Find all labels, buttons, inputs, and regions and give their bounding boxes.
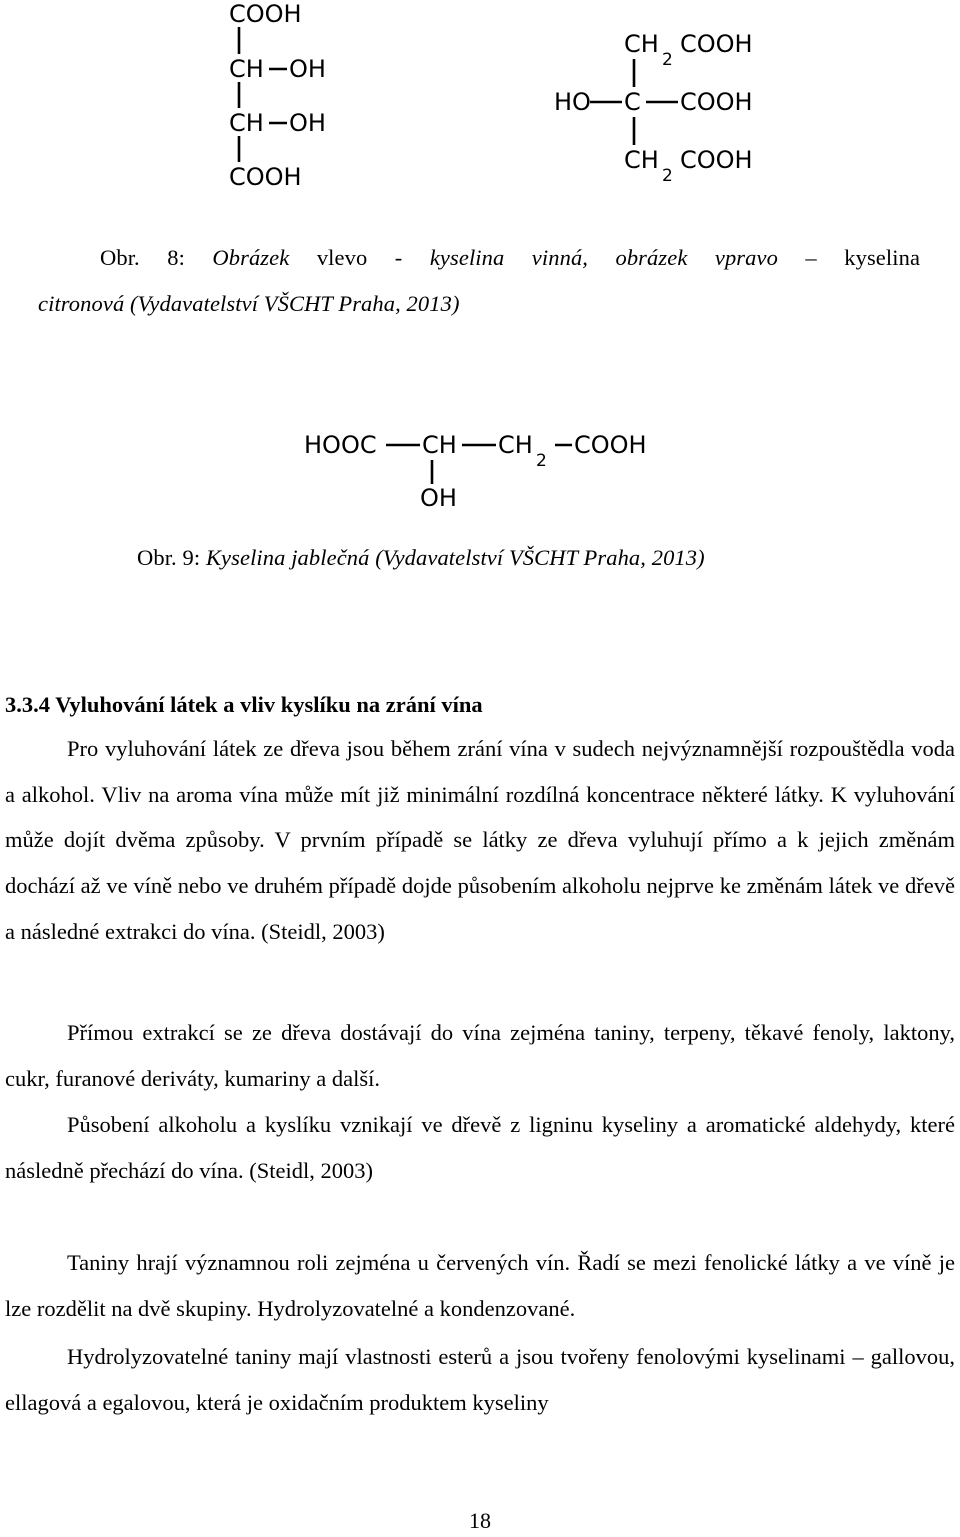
- paragraph-5: Hydrolyzovatelné taniny mají vlastnosti esterů a jsou tvořeny fenolovými kyselinami – gallovou, ellagová a egalovou, která je oxidačním produktem kyseliny: [5, 1344, 955, 1415]
- tartaric-cooh-top: COOH: [229, 0, 302, 28]
- caption-8-kyselina: kyselina: [844, 245, 921, 270]
- malic-cooh: COOH: [574, 431, 647, 459]
- citric-ch-top: CH: [624, 30, 659, 58]
- malic-ch: CH: [422, 431, 457, 459]
- citric-ch-bottom: CH: [624, 146, 659, 174]
- tartaric-oh-1: OH: [289, 55, 326, 83]
- citric-ho: HO: [554, 88, 591, 116]
- figure-8-caption: [0, 235, 960, 327]
- malic-sub: 2: [536, 451, 547, 471]
- caption-8-italic-b: kyselina vinná, obrázek vpravo: [429, 245, 778, 270]
- citric-sub-bottom: 2: [662, 166, 673, 186]
- citric-acid-structure: [550, 25, 780, 195]
- tartaric-acid-structure: [215, 0, 345, 200]
- citric-cooh-mid: COOH: [680, 88, 753, 116]
- caption-8-italic-a: Obrázek: [212, 245, 290, 270]
- figure-9-caption: [0, 535, 960, 581]
- tartaric-oh-2: OH: [289, 109, 326, 137]
- malic-hooc: HOOC: [304, 431, 377, 459]
- page-number: 18: [469, 1508, 491, 1533]
- tartaric-ch-1: CH: [229, 55, 264, 83]
- malic-acid-structure: [300, 420, 670, 520]
- caption-8-dash: –: [805, 245, 817, 270]
- malic-ch2: CH: [498, 431, 533, 459]
- tartaric-ch-2: CH: [229, 109, 264, 137]
- figure-8-caption-line-1: [0, 235, 920, 281]
- tartaric-cooh-bottom: COOH: [229, 163, 302, 191]
- figure-8-caption-line-2: citronová (Vydavatelství VŠCHT Praha, 2013): [38, 291, 460, 316]
- figure-9-label: Obr. 9:: [137, 545, 201, 570]
- caption-8-vlevo: vlevo -: [316, 245, 403, 270]
- malic-oh: OH: [420, 484, 457, 512]
- citric-cooh-top: COOH: [680, 30, 753, 58]
- citric-cooh-bottom: COOH: [680, 146, 753, 174]
- section-heading: 3.3.4 Vyluhování látek a vliv kyslíku na zrání vína: [5, 692, 483, 717]
- paragraph-3: Působení alkoholu a kyslíku vznikají ve dřevě z ligninu kyseliny a aromatické aldehydy, které následně přechází do vína. (Steidl, 2003): [5, 1112, 955, 1183]
- citric-c-center: C: [624, 88, 641, 116]
- figure-8-label: Obr. 8:: [100, 245, 185, 270]
- paragraph-2: Přímou extrakcí se ze dřeva dostávají do vína zejména taniny, terpeny, těkavé fenoly, laktony, cukr, furanové deriváty, kumariny a další.: [5, 1020, 955, 1091]
- figure-9-caption-text: Kyselina jablečná (Vydavatelství VŠCHT Praha, 2013): [205, 545, 705, 570]
- citric-sub-top: 2: [662, 50, 673, 70]
- paragraph-4: Taniny hrají významnou roli zejména u červených vín. Řadí se mezi fenolické látky a ve víně je lze rozdělit na dvě skupiny. Hydrolyzovatelné a kondenzované.: [5, 1250, 955, 1321]
- paragraph-1: Pro vyluhování látek ze dřeva jsou během zrání vína v sudech nejvýznamnější rozpouštědla voda a alkohol. Vliv na aroma vína může mít již minimální rozdílná koncentrace některé látky. K vyluhování může dojít dvěma způsoby. V prvním případě se látky ze dřeva vyluhují přímo a k jejich změnám dochází až ve víně nebo ve druhém případě dojde působením alkoholu nejprve ke změnám látek ve dřevě a následné extrakci do vína. (Steidl, 2003): [5, 736, 955, 944]
